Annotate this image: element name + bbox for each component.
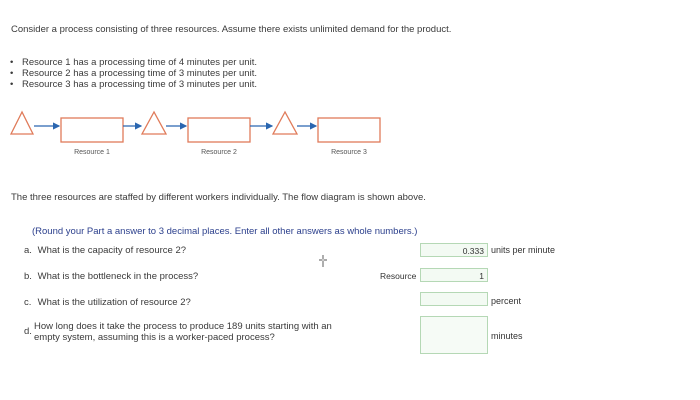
list-item: • Resource 3 has a processing time of 3 minutes per unit.: [10, 79, 257, 90]
question-d: [24, 321, 332, 343]
process-flow-diagram: [0, 108, 400, 168]
resource-2-box: [188, 118, 250, 142]
question-letter: c.: [24, 297, 32, 308]
problem-intro: Consider a process consisting of three resources. Assume there exists unlimited demand for the product.: [11, 24, 452, 35]
question-a: [24, 245, 186, 256]
question-letter: d.: [24, 326, 32, 337]
flow-time-answer-field[interactable]: [420, 316, 488, 354]
bottleneck-answer-field[interactable]: 1: [420, 268, 488, 282]
list-item: • Resource 2 has a processing time of 3 minutes per unit.: [10, 68, 257, 79]
resource-1-label: Resource 1: [74, 149, 110, 156]
resource-2-label: Resource 2: [201, 149, 237, 156]
question-text: What is the utilization of resource 2?: [37, 297, 191, 308]
question-letter: a.: [24, 245, 32, 256]
pointer-cursor-icon: [317, 254, 329, 268]
resource-3-box: [318, 118, 380, 142]
list-item: • Resource 1 has a processing time of 4 minutes per unit.: [10, 57, 257, 68]
rounding-instructions: (Round your Part a answer to 3 decimal places. Enter all other answers as whole numbers.): [32, 226, 418, 237]
question-letter: b.: [24, 271, 32, 282]
answer-unit: units per minute: [491, 245, 556, 255]
question-text: What is the capacity of resource 2?: [37, 245, 187, 256]
resource-list: [10, 57, 257, 90]
resource-1-box: [61, 118, 123, 142]
inventory-triangle: [11, 112, 33, 134]
question-text: What is the bottleneck in the process?: [37, 271, 199, 282]
question-text: How long does it take the process to produce 189 units starting with an: [34, 321, 332, 332]
utilization-answer-field[interactable]: [420, 292, 488, 306]
question-b: [24, 271, 198, 282]
resource-3-label: Resource 3: [331, 149, 367, 156]
answer-unit: percent: [491, 296, 522, 306]
question-text: empty system, assuming this is a worker-paced process?: [34, 332, 275, 343]
answer-unit: minutes: [491, 331, 523, 341]
staffing-note: The three resources are staffed by different workers individually. The flow diagram is shown above.: [11, 192, 426, 203]
question-c: [24, 297, 191, 308]
bottleneck-prefix-label: Resource: [380, 271, 417, 281]
inventory-triangle: [273, 112, 297, 134]
capacity-answer-field[interactable]: 0.333: [420, 243, 488, 257]
inventory-triangle: [142, 112, 166, 134]
